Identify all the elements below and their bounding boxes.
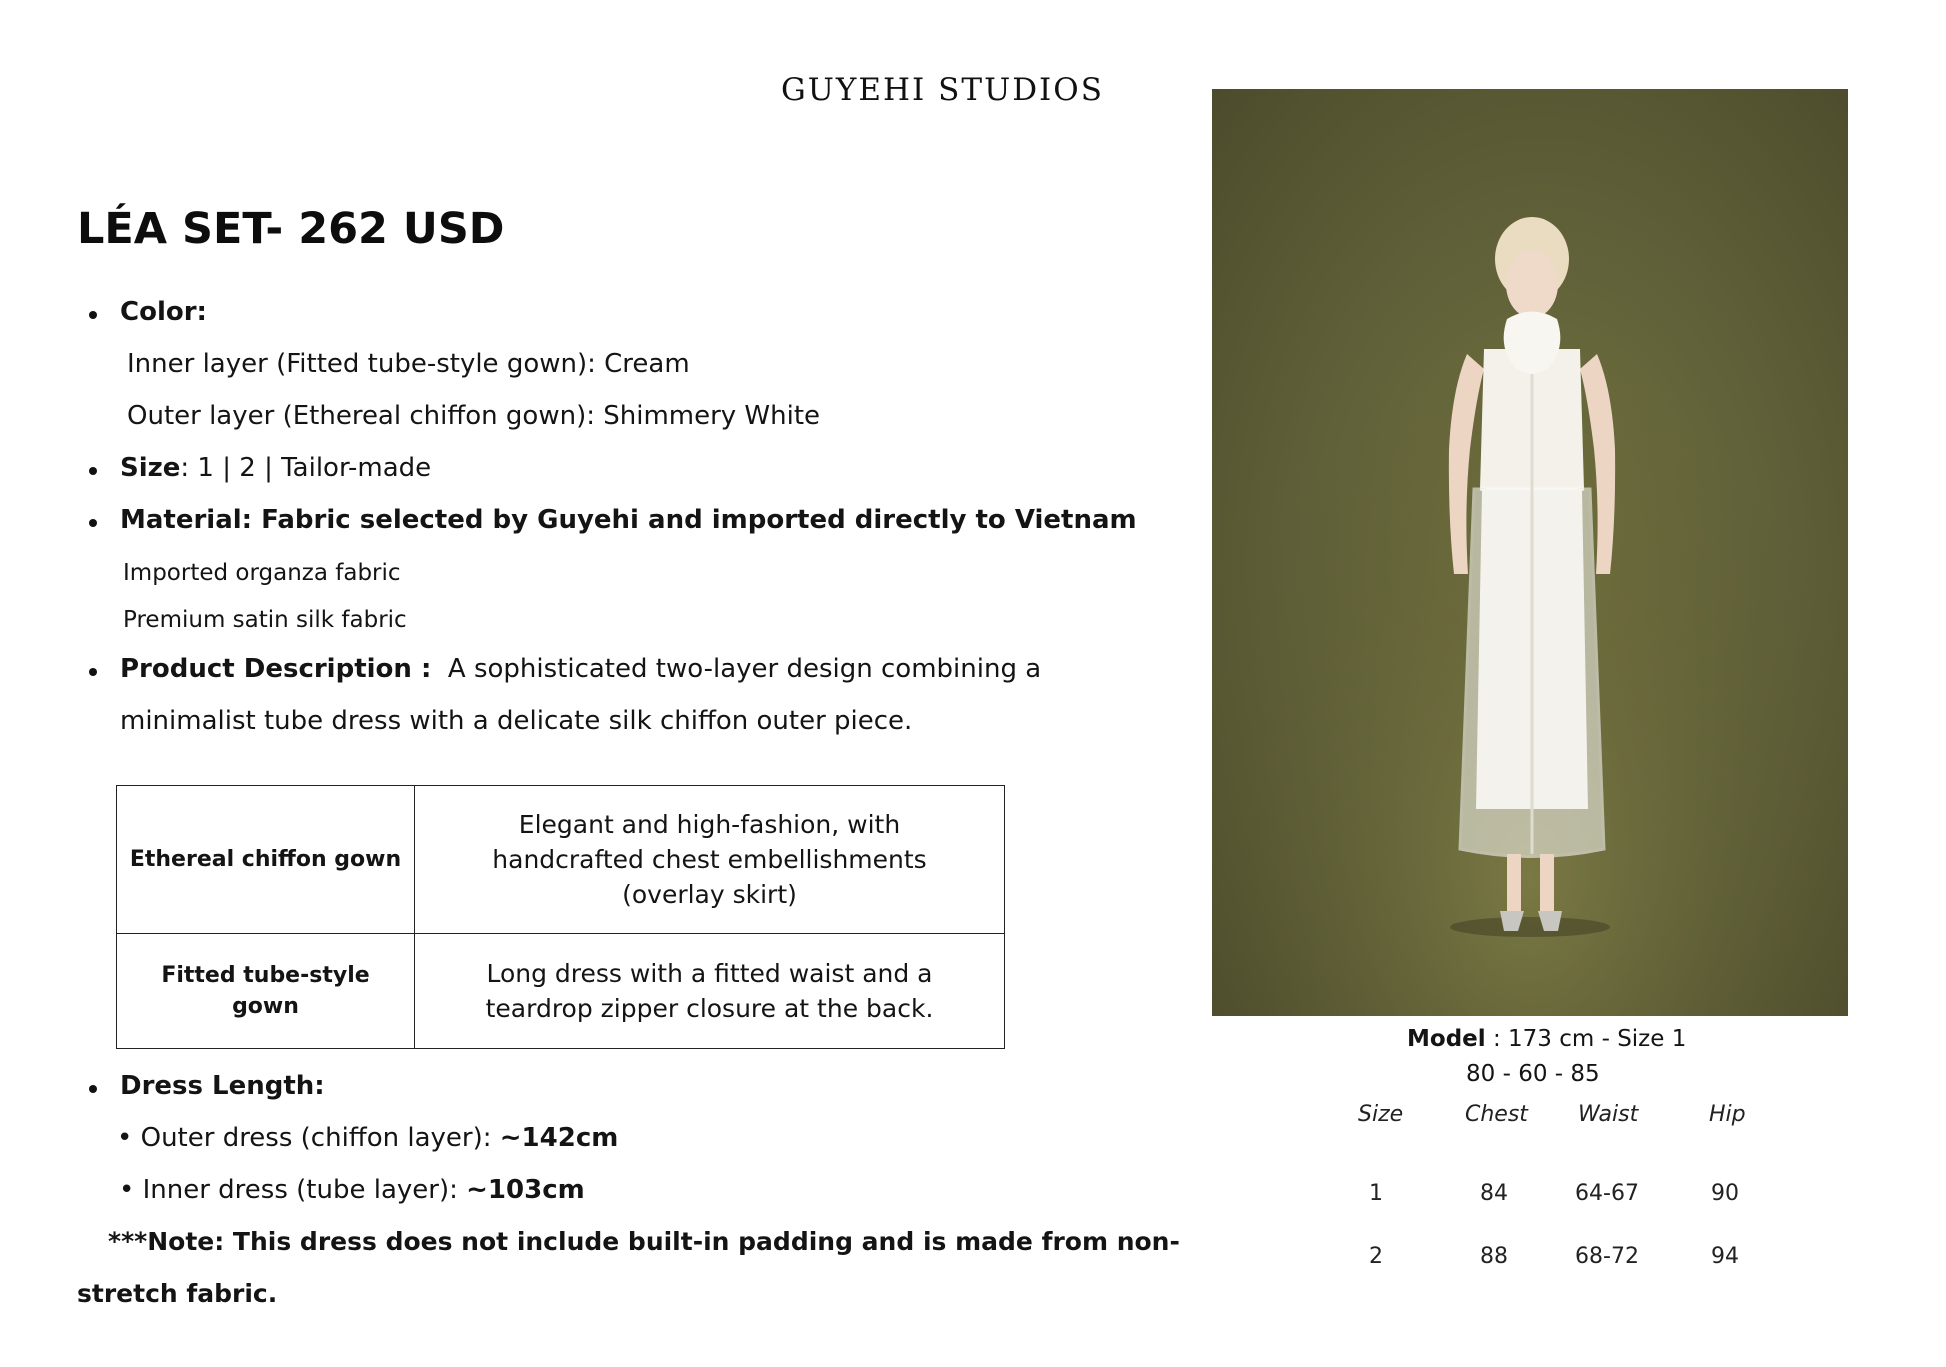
length-inner-label: • Inner dress (tube layer): (119, 1175, 467, 1205)
size-chart-cell: 68-72 (1575, 1244, 1639, 1269)
bullet-description (89, 668, 97, 676)
size-chart-cell: 64-67 (1575, 1181, 1639, 1206)
length-inner-value: ~103cm (466, 1175, 585, 1205)
size-chart-cell: 90 (1711, 1181, 1739, 1206)
size-line (120, 453, 431, 483)
size-chart-cell: 1 (1369, 1181, 1383, 1206)
bullet-length (89, 1085, 97, 1093)
note-line-1: ***Note: This dress does not include built-in padding and is made from non- (108, 1227, 1180, 1256)
size-chart-cell: 84 (1480, 1181, 1508, 1206)
table-row (117, 786, 1005, 934)
table-cell-label: Ethereal chiffon gown (117, 786, 415, 934)
size-chart-cell: 88 (1480, 1244, 1508, 1269)
bullet-material (89, 519, 97, 527)
table-cell-label (117, 934, 415, 1049)
description-line-2: minimalist tube dress with a delicate silk chiffon outer piece. (120, 706, 913, 736)
size-label: Size (120, 453, 181, 483)
model-label: Model (1407, 1026, 1486, 1052)
label-text: Fitted tube-style gown (161, 963, 370, 1019)
model-value: : 173 cm - Size 1 (1485, 1026, 1687, 1052)
product-title: LÉA SET- 262 USD (77, 204, 505, 254)
material-item: Imported organza fabric (123, 560, 401, 586)
size-chart-cell: 2 (1369, 1244, 1383, 1269)
bullet-color (89, 311, 97, 319)
table-cell-desc (415, 934, 1005, 1049)
description-label: Product Description : (120, 654, 432, 684)
model-photo-illustration (1212, 89, 1848, 1016)
material-label: Material: Fabric selected by Guyehi and imported directly to Vietnam (120, 505, 1137, 535)
size-chart-cell: 94 (1711, 1244, 1739, 1269)
length-outer-value: ~142cm (499, 1123, 619, 1153)
desc-text: Long dress with a fitted waist and a teardrop zipper closure at the back. (485, 959, 934, 1023)
color-inner: Inner layer (Fitted tube-style gown): Cream (127, 349, 690, 379)
length-outer-label: • Outer dress (chiffon layer): (117, 1123, 500, 1153)
size-chart-header: Size (1358, 1102, 1404, 1127)
description-line-1 (120, 654, 1041, 684)
description-text: A sophisticated two-layer design combining a (447, 654, 1042, 684)
table-row (117, 934, 1005, 1049)
material-item: Premium satin silk fabric (123, 607, 407, 633)
length-outer (117, 1123, 618, 1153)
length-inner (119, 1175, 585, 1205)
size-chart-header: Waist (1578, 1102, 1639, 1127)
spec-table (116, 785, 1005, 1049)
brand-logo: GUYEHI STUDIOS (781, 72, 1104, 108)
size-chart-header: Chest (1465, 1102, 1528, 1127)
desc-text: Elegant and high-fashion, with handcrafted chest embellishments (overlay skirt) (492, 810, 927, 909)
color-label: Color: (120, 297, 207, 327)
bullet-size (89, 467, 97, 475)
table-cell-desc (415, 786, 1005, 934)
model-photo (1212, 89, 1848, 1016)
length-label: Dress Length: (120, 1071, 325, 1101)
note-line-2: stretch fabric. (77, 1279, 278, 1308)
color-outer: Outer layer (Ethereal chiffon gown): Shimmery White (127, 401, 821, 431)
model-info (1407, 1026, 1686, 1052)
size-value: : 1 | 2 | Tailor-made (180, 453, 432, 483)
model-measurements: 80 - 60 - 85 (1466, 1061, 1600, 1087)
size-chart-header: Hip (1709, 1102, 1746, 1127)
